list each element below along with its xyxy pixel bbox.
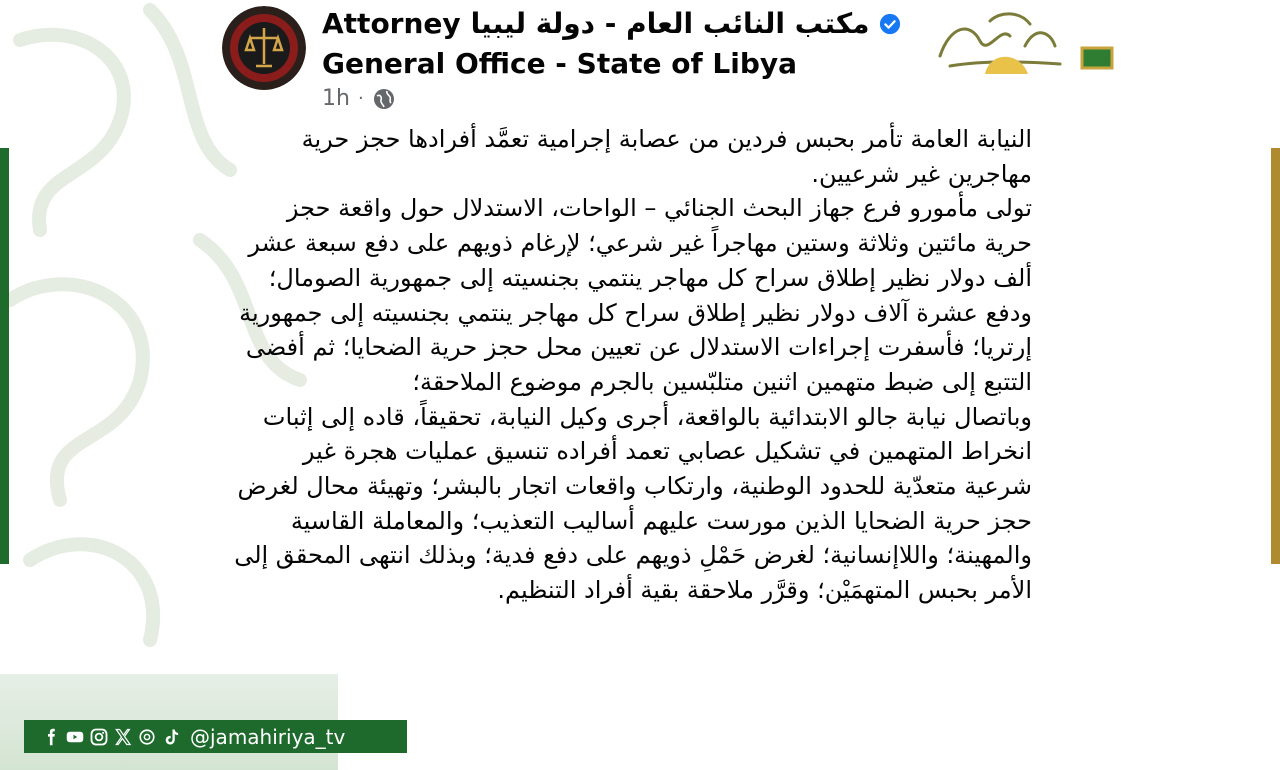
- post-paragraph-2: تولى مأمورو فرع جهاز البحث الجنائي – الواحات، الاستدلال حول واقعة حجز حرية مائتين وثلاثة وستين مهاجراً غير شرعي؛ لإرغام ذويهم على دفع سبعة عشر ألف دولار نظير إطلاق سراح كل مهاجر ينتمي بجنسيته إلى جمهورية الصومال؛ ودفع عشرة آلاف دولار نظير إطلاق سراح كل مهاجر ينتمي بجنسيته إلى جمهورية إرتريا؛ فأسفرت إجراءات الاستدلال عن تعيين محل حجز حرية الضحايا؛ ثم أفضى التتبع إلى ضبط متهمين اثنين متلبّسين بالجرم موضوع الملاحقة؛: [239, 194, 1032, 396]
- page-title-arabic[interactable]: مكتب النائب العام - دولة ليبيا: [470, 7, 870, 40]
- post-meta: [322, 86, 396, 111]
- x-icon: [114, 728, 132, 746]
- social-handle-banner: [24, 720, 407, 753]
- post-paragraph-1: النيابة العامة تأمر بحبس فردين من عصابة إجرامية تعمَّد أفرادها حجز حرية مهاجرين غير شرعيين.: [301, 125, 1032, 188]
- left-accent-bar: [0, 148, 9, 564]
- profile-avatar[interactable]: [222, 6, 306, 90]
- channel-logo-icon: [930, 6, 1120, 76]
- post-timestamp[interactable]: 1h: [322, 86, 350, 111]
- post-text: [232, 122, 1032, 608]
- globe-icon[interactable]: [372, 87, 396, 111]
- page-title-english-1[interactable]: Attorney: [322, 7, 461, 40]
- seal-icon: [222, 6, 306, 90]
- page-title-english-2[interactable]: General Office - State of Libya: [322, 47, 798, 80]
- youtube-icon: [66, 728, 84, 746]
- post-header: [322, 4, 922, 84]
- verified-badge-icon: [879, 13, 901, 35]
- post-paragraph-3: وباتصال نيابة جالو الابتدائية بالواقعة، أجرى وكيل النيابة، تحقيقاً، قاده إلى إثبات انخراط المتهمين في تشكيل عصابي تعمد أفراده تنسيق عمليات هجرة غير شرعية متعدّية للحدود الوطنية، وارتكاب واقعات اتجار بالبشر؛ وتهيئة محال لغرض حجز حرية الضحايا الذين مورست عليهم أساليب التعذيب؛ والمعاملة القاسية والمهينة؛ واللاإنسانية؛ لغرض حَمْلِ ذويهم على دفع فدية؛ وبذلك انتهى المحقق إلى الأمر بحبس المتهمَيْن؛ وقرَّر ملاحقة بقية أفراد التنظيم.: [234, 402, 1032, 605]
- instagram-icon: [90, 728, 108, 746]
- right-accent-bar: [1271, 148, 1280, 564]
- facebook-icon: [42, 728, 60, 746]
- threads-icon: [138, 728, 156, 746]
- social-handle[interactable]: @jamahiriya_tv: [190, 724, 346, 749]
- separator-dot: ·: [357, 88, 364, 109]
- tiktok-icon: [162, 728, 180, 746]
